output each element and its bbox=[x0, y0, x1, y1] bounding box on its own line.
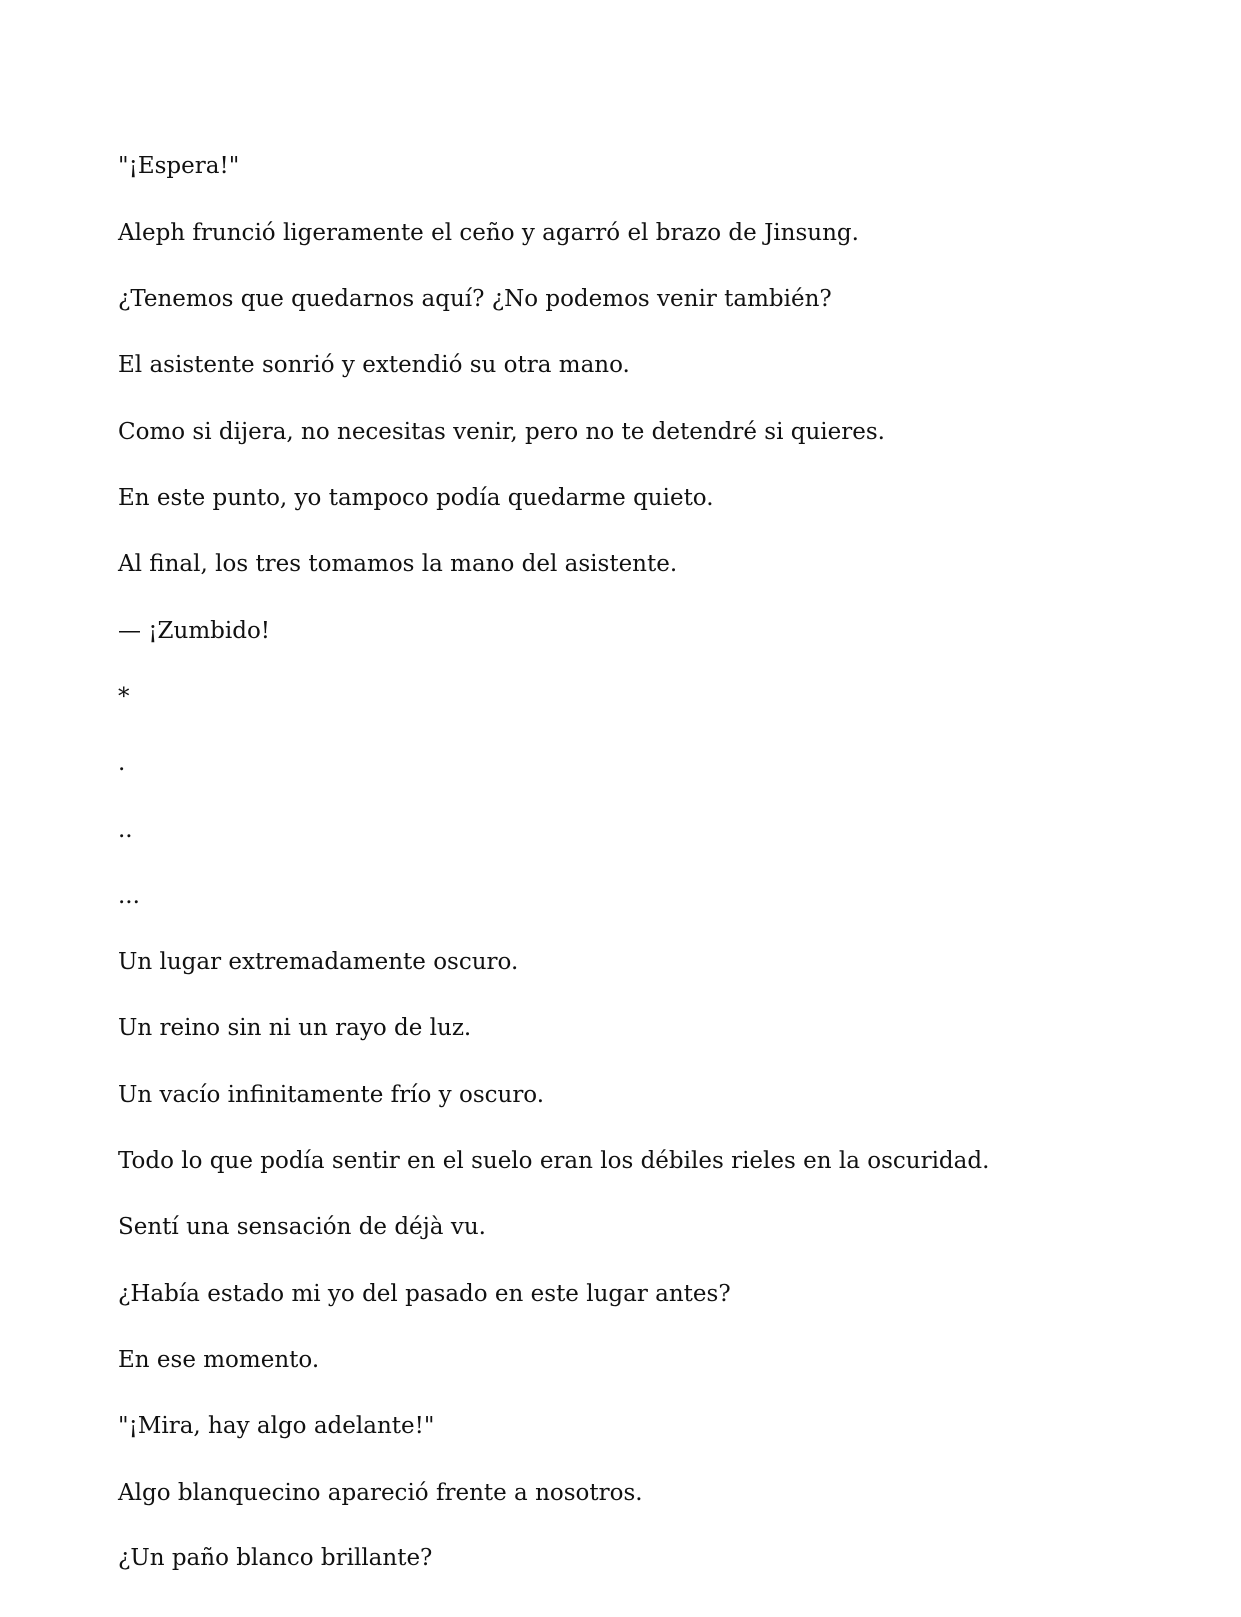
paragraph: En este punto, yo tampoco podía quedarme quieto. bbox=[118, 485, 714, 511]
paragraph: — ¡Zumbido! bbox=[118, 618, 271, 644]
paragraph: "¡Mira, hay algo adelante!" bbox=[118, 1413, 435, 1439]
paragraph: * bbox=[118, 684, 130, 710]
paragraph: En ese momento. bbox=[118, 1347, 320, 1373]
paragraph: ¿Un paño blanco brillante? bbox=[118, 1545, 433, 1571]
paragraph: ... bbox=[118, 883, 140, 909]
paragraph: Al final, los tres tomamos la mano del asistente. bbox=[118, 551, 678, 577]
paragraph: El asistente sonrió y extendió su otra mano. bbox=[118, 352, 630, 378]
paragraph: Como si dijera, no necesitas venir, pero no te detendré si quieres. bbox=[118, 419, 885, 445]
paragraph: "¡Espera!" bbox=[118, 153, 240, 179]
paragraph: Un reino sin ni un rayo de luz. bbox=[118, 1015, 472, 1041]
paragraph: Aleph frunció ligeramente el ceño y agarró el brazo de Jinsung. bbox=[118, 220, 859, 246]
paragraph: Un vacío infinitamente frío y oscuro. bbox=[118, 1082, 545, 1108]
paragraph: Sentí una sensación de déjà vu. bbox=[118, 1214, 486, 1240]
paragraph: Algo blanquecino apareció frente a nosotros. bbox=[118, 1480, 643, 1506]
paragraph: ¿Había estado mi yo del pasado en este lugar antes? bbox=[118, 1281, 731, 1307]
paragraph: Todo lo que podía sentir en el suelo eran los débiles rieles en la oscuridad. bbox=[118, 1148, 990, 1174]
paragraph: ¿Tenemos que quedarnos aquí? ¿No podemos venir también? bbox=[118, 286, 832, 312]
paragraph: .. bbox=[118, 817, 133, 843]
paragraph: . bbox=[118, 750, 126, 776]
paragraph: Un lugar extremadamente oscuro. bbox=[118, 949, 519, 975]
